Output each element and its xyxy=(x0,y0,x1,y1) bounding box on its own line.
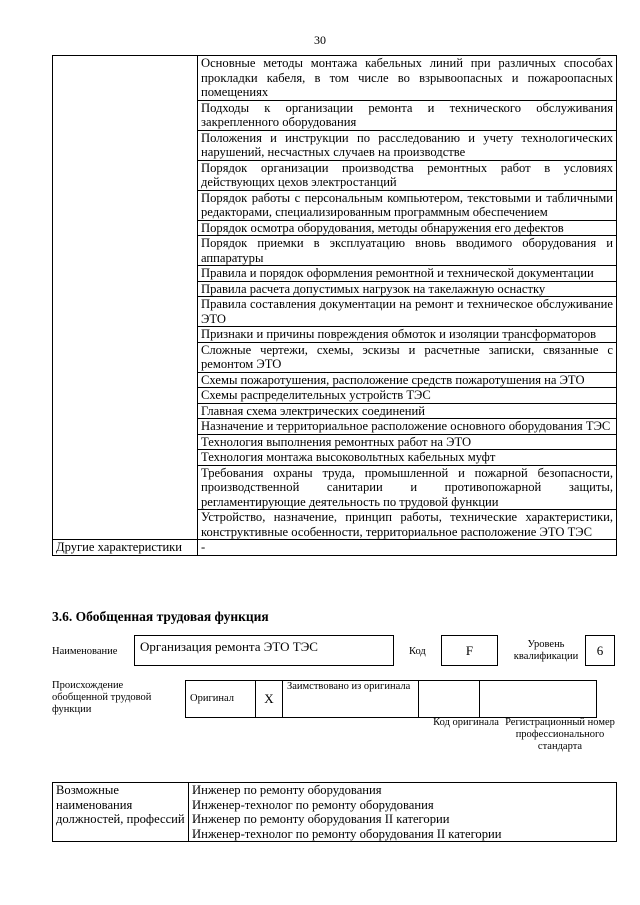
knowledge-item: Назначение и территориальное расположение основного оборудования ТЭС xyxy=(198,419,617,435)
knowledge-item: Схемы распределительных устройств ТЭС xyxy=(198,388,617,404)
position-item: Инженер-технолог по ремонту оборудования II категории xyxy=(192,826,502,841)
section-title: 3.6. Обобщенная трудовая функция xyxy=(52,609,269,624)
knowledge-item: Технология монтажа высоковольтных кабельных муфт xyxy=(198,450,617,466)
orig-code-label: Код оригинала xyxy=(433,717,499,728)
knowledge-item: Правила и порядок оформления ремонтной и технической документации xyxy=(198,266,617,282)
borrowed-label: Заимствовано из оригинала xyxy=(283,681,419,718)
other-value: - xyxy=(198,540,617,556)
knowledge-item: Порядок приемки в эксплуатацию вновь вводимого оборудования и аппаратуры xyxy=(198,236,617,266)
positions-list xyxy=(189,783,617,842)
knowledge-item: Порядок организации производства ремонтных работ в условиях действующих цехов электростанций xyxy=(198,160,617,190)
page-number: 30 xyxy=(314,33,326,47)
orig-code-cell xyxy=(419,681,480,718)
origin-table xyxy=(185,680,597,718)
knowledge-item: Положения и инструкции по расследованию и учету технологических нарушений, несчастных случаев на производстве xyxy=(198,130,617,160)
knowledge-item: Подходы к организации ремонта и технического обслуживания закрепленного оборудования xyxy=(198,100,617,130)
knowledge-item: Порядок осмотра оборудования, методы обнаружения его дефектов xyxy=(198,220,617,236)
reg-number-label: Регистрационный номер профессионального стандарта xyxy=(505,717,615,752)
original-label: Оригинал xyxy=(186,681,256,718)
knowledge-item: Порядок работы с персональным компьютером, текстовыми и табличными редакторами, специализированным программным обеспечением xyxy=(198,190,617,220)
other-label: Другие характеристики xyxy=(53,540,198,556)
level-label: Уровень квалификации xyxy=(513,639,579,662)
position-item: Инженер по ремонту оборудования xyxy=(192,783,382,797)
position-item: Инженер по ремонту оборудования II категории xyxy=(192,812,450,826)
knowledge-label-cell xyxy=(53,56,198,540)
code-value: F xyxy=(441,635,498,666)
position-item: Инженер-технолог по ремонту оборудования xyxy=(192,797,434,812)
knowledge-item: Правила составления документации на ремонт и техническое обслуживание ЭТО xyxy=(198,297,617,327)
origin-label: Происхождение обобщенной трудовой функции xyxy=(52,680,152,715)
level-value: 6 xyxy=(585,635,615,666)
knowledge-item: Требования охраны труда, промышленной и пожарной безопасности, производственной санитарии и противопожарной защиты, регламентирующие деятельность по трудовой функции xyxy=(198,465,617,510)
knowledge-item: Схемы пожаротушения, расположение средств пожаротушения на ЭТО xyxy=(198,372,617,388)
knowledge-item: Технология выполнения ремонтных работ на ЭТО xyxy=(198,434,617,450)
knowledge-item: Основные методы монтажа кабельных линий при различных способах прокладки кабеля, в том числе во взрывоопасных и пожароопасных помещениях xyxy=(198,56,617,101)
code-label: Код xyxy=(409,646,426,657)
positions-table xyxy=(52,782,617,842)
knowledge-item: Сложные чертежи, схемы, эскизы и расчетные записки, связанные с ремонтом ЭТО xyxy=(198,342,617,372)
positions-label: Возможные наименования должностей, профессий xyxy=(53,783,189,842)
knowledge-table xyxy=(52,55,617,556)
knowledge-item: Правила расчета допустимых нагрузок на такелажную оснастку xyxy=(198,281,617,297)
knowledge-item: Главная схема электрических соединений xyxy=(198,403,617,419)
knowledge-item: Устройство, назначение, принцип работы, технические характеристики, конструктивные особенности, территориальное расположение ЭТО ТЭС xyxy=(198,510,617,540)
original-mark: X xyxy=(256,681,283,718)
reg-number-cell xyxy=(480,681,597,718)
name-value: Организация ремонта ЭТО ТЭС xyxy=(134,635,394,666)
name-label: Наименование xyxy=(52,646,118,657)
knowledge-item: Признаки и причины повреждения обмоток и изоляции трансформаторов xyxy=(198,327,617,343)
